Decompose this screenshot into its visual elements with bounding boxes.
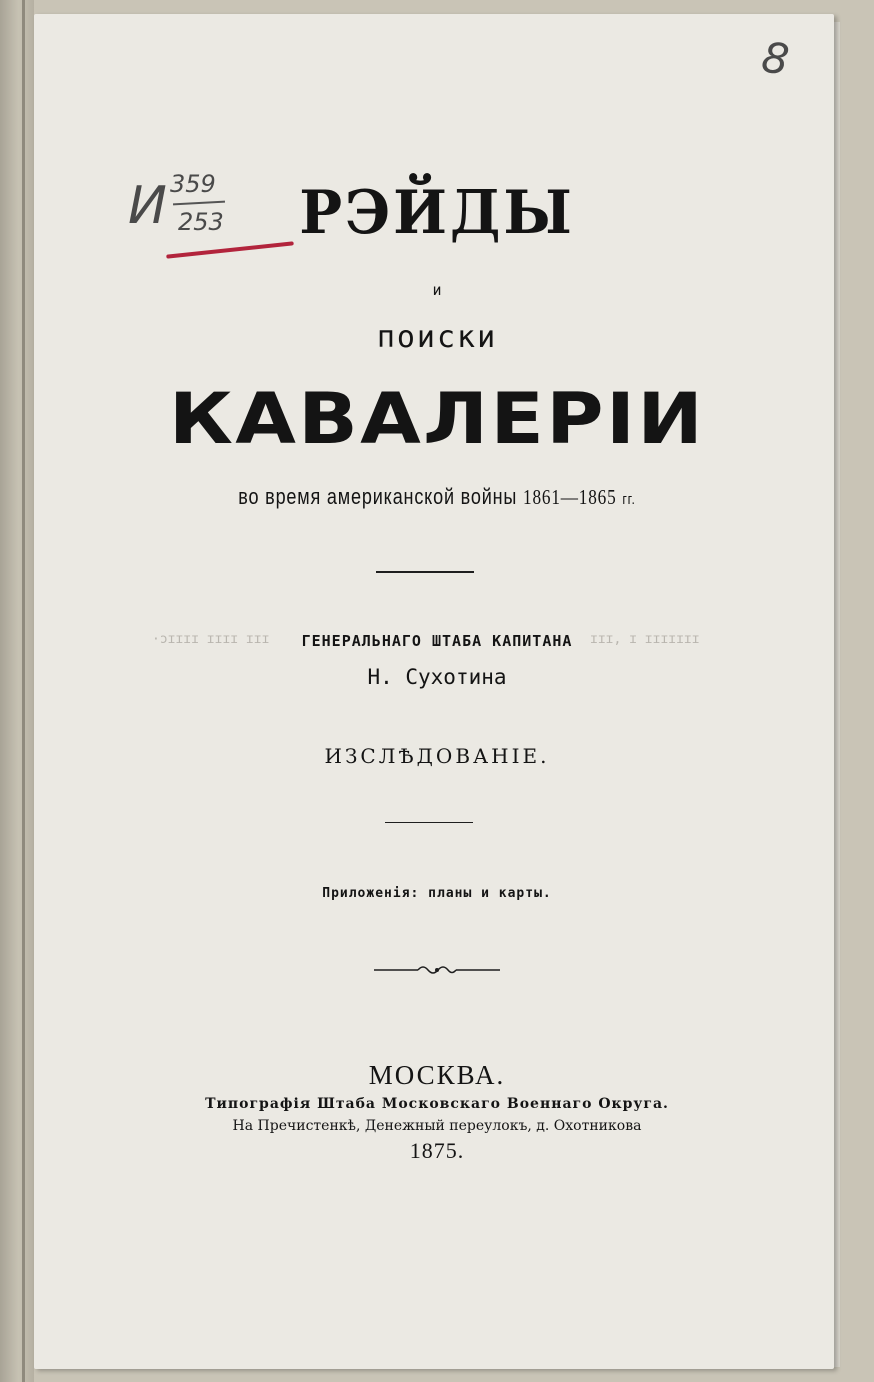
- ornament-flourish-icon: [372, 963, 502, 977]
- title-line-searches: поиски: [376, 320, 498, 355]
- appendix-note: Приложенія: планы и карты.: [322, 886, 552, 901]
- divider-rule-1: [376, 571, 474, 573]
- imprint-year: 1875.: [409, 1138, 465, 1163]
- shelf-mark-number-bottom: 253: [178, 208, 224, 236]
- imprint-press: Типографія Штаба Московскаго Военнаго Округа.: [205, 1096, 669, 1112]
- title-line-and: и: [432, 281, 442, 299]
- bleed-through-text-right: ɪɪɪ, ɪ ɪɪɪɪɪɪɪ: [590, 632, 700, 647]
- bleed-through-text-left: ·ɔɪɪɪɪ ɪɪɪɪ ɪɪɪ: [152, 632, 270, 647]
- subtitle-text: во время американской войны: [238, 484, 518, 509]
- title-line-cavalry: КАВАЛЕРІИ: [168, 378, 706, 460]
- subtitle: [79, 484, 796, 510]
- shelf-mark-letter: И: [128, 176, 167, 236]
- imprint-city: МОСКВА.: [368, 1060, 506, 1090]
- divider-rule-2: [385, 822, 473, 823]
- genre-label: ИЗСЛѢДОВАНІЕ.: [324, 744, 550, 768]
- author-name: Н. Сухотина: [367, 665, 507, 689]
- imprint-address: На Пречистенкѣ, Денежный переулокъ, д. Охотникова: [232, 1118, 642, 1134]
- subtitle-suffix: гг.: [622, 491, 636, 508]
- title-line-raids: РЭЙДЫ: [299, 178, 575, 248]
- subtitle-years: 1861—1865: [523, 485, 617, 509]
- shelf-mark-number-top: 359: [170, 170, 216, 198]
- corner-page-number: 8: [758, 32, 793, 85]
- ornamental-divider: [0, 962, 874, 981]
- author-rank: ГЕНЕРАЛЬНАГО ШТАБА КАПИТАНА: [301, 632, 573, 650]
